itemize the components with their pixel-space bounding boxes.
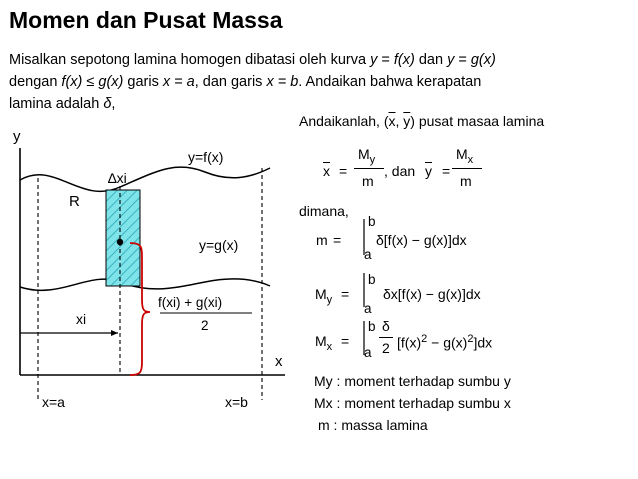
dimana-label: dimana, [299, 203, 349, 219]
centroid-dan: , dan [384, 163, 416, 179]
My-equals: = [341, 286, 350, 302]
strip-rectangle [106, 190, 140, 286]
Mx-equals: = [341, 333, 350, 349]
ybar-denominator: m [460, 173, 472, 189]
axis-y-label: y [13, 128, 21, 145]
xi-label: xi [76, 311, 87, 327]
upper-curve-label: y=f(x) [188, 149, 224, 165]
definition-Mx: Mx : moment terhadap sumbu x [314, 395, 511, 411]
Mx-lower-limit: a [364, 345, 372, 360]
My-numerator: $M_y$ [358, 146, 376, 166]
midpoint-numerator: f(xi) + g(xi) [158, 295, 223, 310]
definition-My: My : moment terhadap sumbu y [314, 373, 511, 389]
slide-title: Momen dan Pusat Massa [9, 7, 283, 33]
My-lhs: $M_y$ [315, 286, 333, 306]
intro-line-2: dengan f(x) ≤ g(x) garis x = a, dan garis x = b. Andaikan bahwa kerapatan [9, 74, 482, 90]
centroid-statement: Andaikanlah, ($\overline{x}$, $\overline{y}$) pusat masaa lamina [299, 113, 545, 129]
axis-x-label: x [275, 353, 283, 370]
m-lower-limit: a [364, 247, 372, 262]
Mx-half-fraction-bar [379, 337, 393, 338]
ybar-fraction-bar [452, 168, 482, 169]
region-label: R [69, 193, 80, 210]
lamina-diagram [0, 0, 290, 479]
midpoint-denominator: 2 [201, 318, 209, 333]
Mx-integrand: $[f(x)^2 - g(x)^2]dx$ [397, 333, 493, 351]
My-lower-limit: a [364, 301, 372, 316]
Mx-numerator: $M_x$ [456, 146, 474, 166]
intro-line-1: Misalkan sepotong lamina homogen dibatasi oleh kurva y = f(x) dan y = g(x) [9, 52, 496, 68]
My-upper-limit: b [368, 272, 376, 287]
lower-curve-label: y=g(x) [199, 237, 239, 253]
Mx-two-denominator: 2 [382, 340, 390, 356]
My-integrand: δx[f(x) − g(x)]dx [383, 286, 481, 302]
strip-width-label: ∆xi [108, 170, 127, 186]
x-equals-a-label: x=a [42, 394, 65, 410]
upper-curve-f [20, 167, 270, 191]
xbar-symbol: $\overline{x}$ [323, 163, 330, 179]
xbar-fraction-bar [354, 168, 384, 169]
ybar-equals: = [442, 163, 451, 179]
xbar-equals: = [339, 163, 348, 179]
Mx-delta-numerator: δ [382, 318, 390, 334]
m-lhs: m [316, 232, 328, 248]
m-upper-limit: b [368, 214, 376, 229]
xbar-denominator: m [362, 173, 374, 189]
definition-m: m : massa lamina [318, 417, 428, 433]
ybar-symbol: $\overline{y}$ [425, 163, 432, 179]
lower-curve-g [20, 279, 270, 290]
m-equals: = [333, 232, 342, 248]
Mx-upper-limit: b [368, 319, 376, 334]
intro-line-3: lamina adalah δ, [9, 96, 116, 112]
integral-signs [355, 215, 375, 360]
x-equals-b-label: x=b [225, 394, 248, 410]
Mx-lhs: $M_x$ [315, 333, 333, 353]
m-integrand: δ[f(x) − g(x)]dx [376, 232, 467, 248]
